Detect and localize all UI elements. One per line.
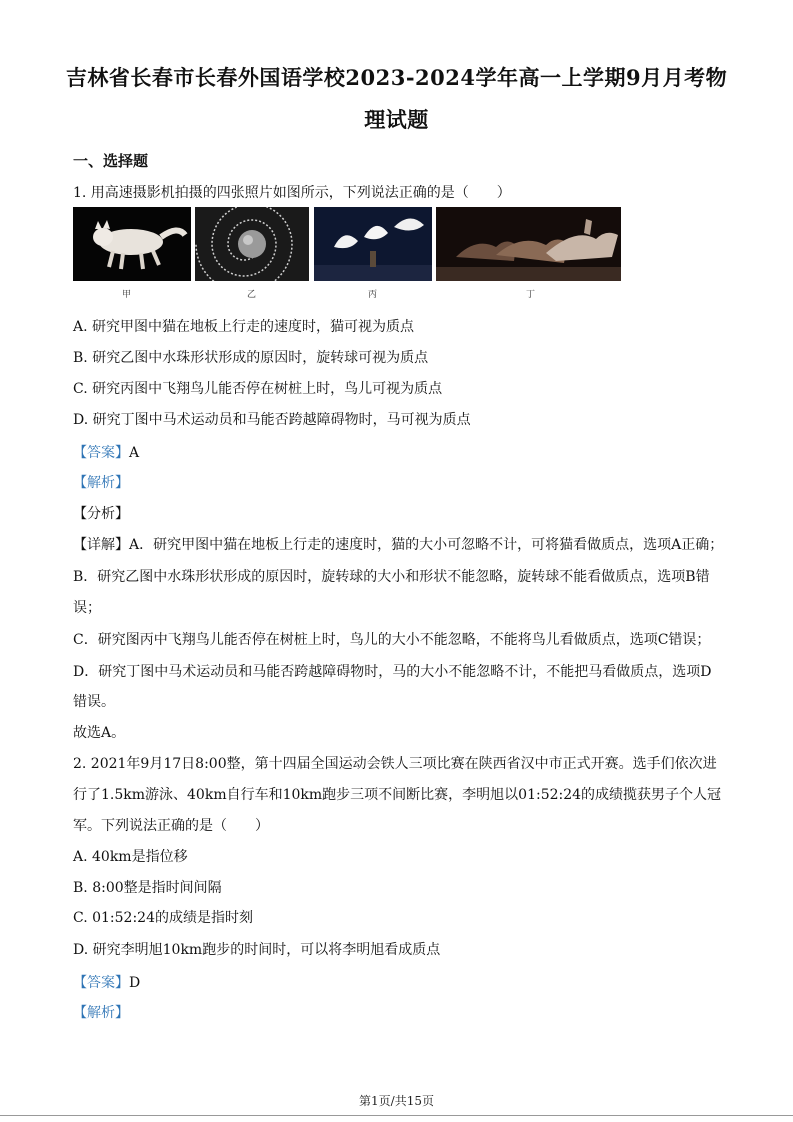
caption-ding: 丁 [526,290,536,300]
q1-stem: 1. 用高速摄影机拍摄的四张照片如图所示，下列说法正确的是（ ） [73,185,511,201]
paper-title-line1: 吉林省长春市长春外国语学校2023-2024学年高一上学期9月月考物 [65,65,728,90]
q2-answer-label: 【答案】 [73,975,129,991]
q1-detail-line: C．研究图丙中飞翔鸟儿能否停在树桩上时，鸟儿的大小不能忽略，不能将鸟儿看做质点，选项C错误； [73,632,711,648]
q2-stem-line: 军。下列说法正确的是（ ） [73,818,269,834]
q1-analysis-label: 【解析】 [73,475,129,491]
q1-detail-line: 【详解】A．研究甲图中猫在地板上行走的速度时，猫的大小可忽略不计，可将猫看做质点，选项A正确； [73,537,724,553]
q2-option-a: A. 40km是指位移 [73,849,188,865]
q1-option-c: C. 研究丙图中飞翔鸟儿能否停在树桩上时，鸟儿可视为质点 [73,381,443,397]
photo-horse-rider [436,207,621,281]
paper-title-line2: 理试题 [364,107,429,132]
q2-answer [73,972,140,992]
q1-option-b: B. 研究乙图中水珠形状形成的原因时，旋转球可视为质点 [73,350,429,366]
q1-option-a: A. 研究甲图中猫在地板上行走的速度时，猫可视为质点 [73,319,415,335]
q1-detail-line: 误； [73,600,101,616]
q2-stem-line: 行了1.5km游泳、40km自行车和10km跑步三项不间断比赛，李明旭以01:52:24的成绩揽获男子个人冠 [73,787,722,803]
caption-yi: 乙 [247,290,257,300]
photo-spinning-ball [195,207,309,281]
q2-option-b: B. 8:00整是指时间间隔 [73,880,222,896]
section-heading: 一、选择题 [73,152,149,170]
q1-detail-line: 错误。 [73,694,115,710]
q1-answer-value: A [129,445,140,461]
q2-answer-value: D [129,975,141,991]
photo-cat [73,207,191,281]
page-footer: 第1页/共15页 [359,1094,434,1108]
q1-fenxi-label: 【分析】 [73,506,129,522]
q1-conclusion: 故选A。 [73,725,126,741]
q2-analysis-label: 【解析】 [73,1005,129,1021]
caption-bing: 丙 [368,290,378,300]
q2-option-c: C. 01:52:24的成绩是指时刻 [73,910,253,926]
q1-option-d: D. 研究丁图中马术运动员和马能否跨越障碍物时，马可视为质点 [73,412,471,428]
caption-jia: 甲 [122,290,132,300]
q1-answer [73,442,139,462]
q1-detail-line: B．研究乙图中水珠形状形成的原因时，旋转球的大小和形状不能忽略，旋转球不能看做质点，选项B错 [73,569,710,585]
q2-option-d: D. 研究李明旭10km跑步的时间时，可以将李明旭看成质点 [73,942,441,958]
q1-detail-line: D．研究丁图中马术运动员和马能否跨越障碍物时，马的大小不能忽略不计，不能把马看做质点，选项D [73,664,712,680]
q2-stem-line: 2. 2021年9月17日8:00整，第十四届全国运动会铁人三项比赛在陕西省汉中市正式开赛。选手们依次进 [73,756,717,772]
bottom-rule [0,1115,793,1116]
q1-answer-label: 【答案】 [73,445,129,461]
photo-birds [314,207,432,281]
